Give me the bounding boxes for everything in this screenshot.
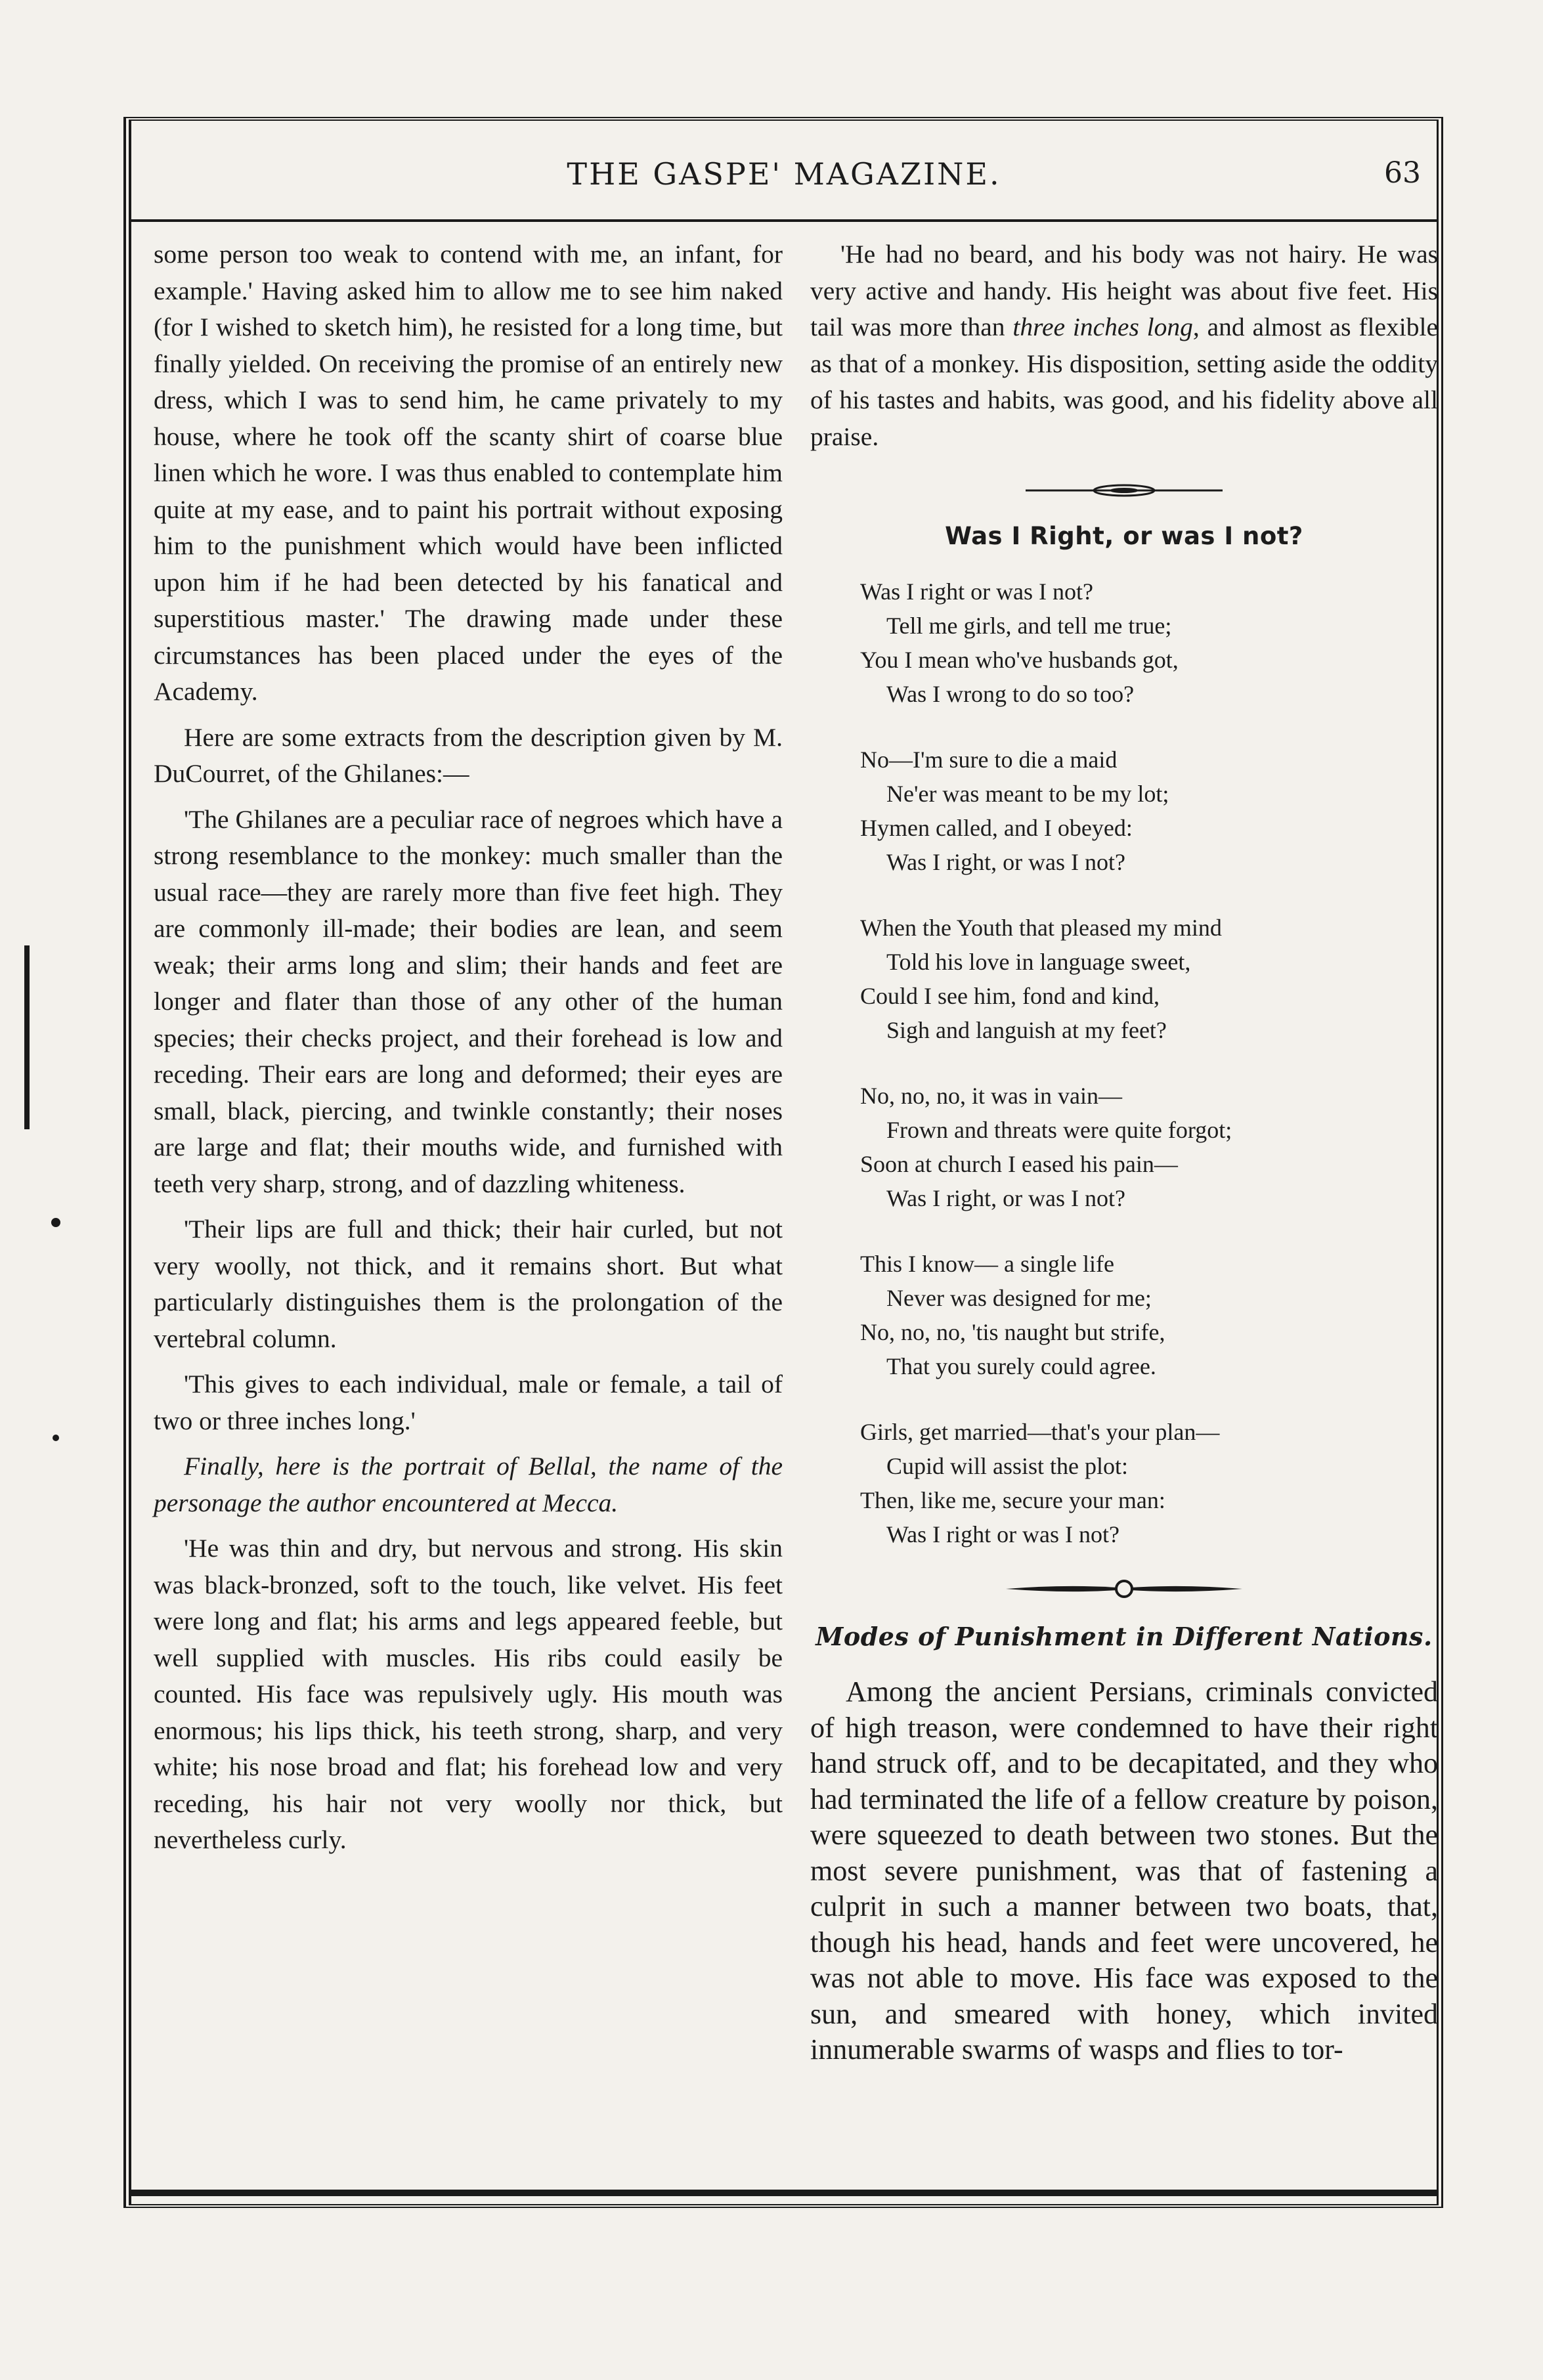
ornament-rule	[1006, 1579, 1242, 1599]
section-title: Modes of Punishment in Different Nations.	[815, 1621, 1433, 1651]
poem-line: No, no, no, it was in vain—	[860, 1082, 1122, 1109]
poem-line: Never was designed for me;	[886, 1284, 1152, 1311]
paragraph: 'The Ghilanes are a peculiar race of negroes which have a strong resemblance to the monkey: much smaller than the usual race—they are rarely more than five feet high. They are commonly ill-made; their bodies are lean, and seem weak; their arms long and slim; their hands and feet are longer and flater than those of any other of the human species; their checks project, and their forehead is low and receding. Their ears are long and deformed; their eyes are small, black, piercing, and twinkle constantly; their noses are large and flat; their mouths wide, and furnished with teeth very sharp, strong, and of dazzling whiteness.	[154, 804, 783, 1198]
poem-line: You I mean who've husbands got,	[860, 646, 1179, 673]
poem-line: Ne'er was meant to be my lot;	[886, 780, 1169, 807]
intro-text-2: , and almost as flexible as that of a monkey. His disposition, setting aside the oddity of his tastes and habits, was good, and his fidelity above all praise.	[810, 313, 1438, 451]
poem-line: Was I right or was I not?	[886, 1521, 1120, 1547]
poem-line: Was I right or was I not?	[860, 578, 1094, 605]
poem-line: Soon at church I eased his pain—	[860, 1150, 1178, 1177]
poem-line: That you surely could agree.	[886, 1352, 1156, 1379]
paragraph	[810, 236, 1438, 455]
paragraph: 'He was thin and dry, but nervous and strong. His skin was black-bronzed, soft to the touch, like velvet. His feet were long and flat; his arms and legs appeared feeble, but well supplied with muscles. His ribs could easily be counted. His face was repulsively ugly. His mouth was enormous; his lips thick, his teeth strong, sharp, and very white; his nose broad and flat; his forehead low and very receding, his hair not very woolly nor thick, but nevertheless curly.	[154, 1534, 783, 1854]
poem-line: Girls, get married—that's your plan—	[860, 1418, 1220, 1445]
magazine-title: THE GASPE' MAGAZINE.	[567, 156, 1001, 192]
margin-scan-mark	[24, 945, 30, 1129]
bottom-rule	[131, 2190, 1437, 2196]
paragraph: 'This gives to each individual, male or female, a tail of two or three inches long.'	[154, 1370, 783, 1435]
paragraph: Finally, here is the portrait of Bellal, the name of the personage the author encountered at Mecca.	[154, 1452, 783, 1517]
paragraph: Among the ancient Persians, criminals convicted of high treason, were condemned to have their right hand struck off, and to be decapitated, and they who had terminated the life of a fellow creature by poison, were squeezed to death between two stones. But the most severe punishment, was that of fastening a culprit in such a manner between two boats, that, though his head, hands and feet were uncovered, he was not able to move. His face was exposed to the sun, and smeared with honey, which invited innumerable swarms of wasps and flies to tor-	[810, 1676, 1438, 2066]
poem-line: Told his love in language sweet,	[886, 948, 1191, 975]
poem-line: Cupid will assist the plot:	[886, 1452, 1129, 1479]
right-column	[810, 236, 1438, 2068]
stanza	[860, 911, 1438, 1047]
paragraph: 'Their lips are full and thick; their hair curled, but not very woolly, not thick, and it remains short. But what particularly distinguishes them is the prolongation of the vertebral column.	[154, 1215, 783, 1353]
stanza	[860, 574, 1438, 711]
poem-line: No—I'm sure to die a maid	[860, 746, 1118, 773]
page-number: 63	[1384, 156, 1421, 190]
poem-line: Hymen called, and I obeyed:	[860, 814, 1133, 841]
poem-line: No, no, no, 'tis naught but strife,	[860, 1318, 1165, 1345]
stanza	[860, 1079, 1438, 1215]
poem-line: Was I right, or was I not?	[886, 1184, 1126, 1211]
intro-text-1: 'He had no beard, and his body was not hairy. He was very active and handy. His height was about five feet. His tail was more than	[810, 240, 1438, 341]
paragraph: some person too weak to contend with me, an infant, for example.' Having asked him to allow me to see him naked (for I wished to sketch him), he resisted for a long time, but finally yielded. On receiving the promise of an entirely new dress, which I was to send him, he came privately to my house, where he took off the scanty shirt of coarse blue linen which he wore. I was thus enabled to contemplate him quite at my ease, and to paint his portrait without exposing him to the punishment which would have been inflicted upon him if he had been detected by his fanatical and superstitious master.' The drawing made under these circumstances has been placed under the eyes of the Academy.	[154, 240, 783, 706]
stanza	[860, 1415, 1438, 1551]
poem-line: Was I wrong to do so too?	[886, 680, 1135, 707]
stanza	[860, 743, 1438, 879]
margin-scan-mark	[51, 1218, 60, 1227]
poem-line: Could I see him, fond and kind,	[860, 982, 1160, 1009]
poem-line: Was I right, or was I not?	[886, 848, 1126, 875]
intro-italic: three inches long	[1012, 313, 1193, 341]
ornament-rule	[1026, 483, 1223, 498]
poem	[860, 574, 1438, 1551]
running-head	[131, 147, 1437, 222]
section-body	[810, 1674, 1438, 2068]
poem-line: Then, like me, secure your man:	[860, 1486, 1165, 1513]
poem-line: Sigh and languish at my feet?	[886, 1016, 1167, 1043]
poem-line: This I know— a single life	[860, 1250, 1114, 1277]
poem-line: Tell me girls, and tell me true;	[886, 612, 1172, 639]
paragraph: Here are some extracts from the description given by M. DuCourret, of the Ghilanes:—	[154, 722, 783, 788]
left-column	[154, 236, 783, 1859]
page-frame	[123, 117, 1443, 2208]
poem-line: Frown and threats were quite forgot;	[886, 1116, 1232, 1143]
margin-scan-mark	[53, 1435, 59, 1441]
poem-line: When the Youth that pleased my mind	[860, 914, 1222, 941]
stanza	[860, 1247, 1438, 1383]
poem-title: Was I Right, or was I not?	[945, 522, 1303, 550]
